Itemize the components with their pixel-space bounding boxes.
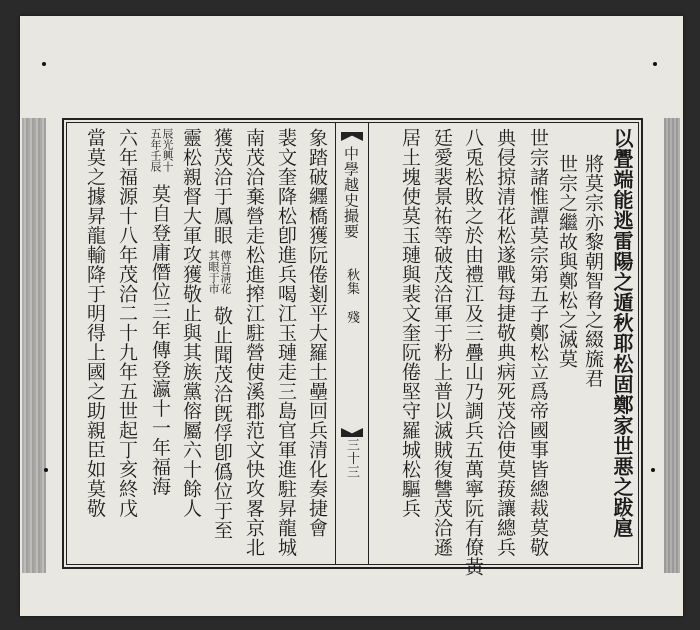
text-column: 世宗之繼故與鄭松之滅莫 <box>556 154 578 369</box>
text-column: 當莫之據昇龍輸降于明得上國之助親臣如莫敬 <box>84 128 106 518</box>
text-column: 廷愛裴景祐等破茂洽軍于粉上普以滅賊復讐茂洽遜 <box>431 128 453 557</box>
text-column: 南茂洽棄營走松進搾江駐營使溪郡范文快攻畧京北 <box>243 128 265 557</box>
text-column: 裴文奎降松卽進兵喝江玉璉走三島官軍進駐昇龍城 <box>275 128 297 557</box>
ink-bleed-right <box>664 118 680 573</box>
interlinear-note: 五年壬辰 <box>149 128 162 172</box>
binding-hole <box>651 468 655 472</box>
text-column: 獲茂洽于鳳眼 <box>211 128 233 245</box>
text-column: 莫自登庸僭位三年傳登瀛十一年福海 <box>149 184 171 496</box>
text-column: 敬止聞茂洽旣俘卽僞位于至 <box>211 306 233 540</box>
text-column: 將莫宗亦黎朝智脅之綴旒君 <box>582 154 604 388</box>
interlinear-note: 其眼于市 <box>207 250 220 294</box>
text-column: 八兎松敗之於由禮江及三疊山乃調兵五萬寧阮有僚黃 <box>462 128 484 577</box>
text-column: 象踏破纒橋獲阮倦剗平大羅土壘回兵清化奏捷會 <box>306 128 328 538</box>
ink-bleed-left <box>22 118 46 573</box>
text-column: 六年福源十八年茂洽二十九年五世起丁亥終戊 <box>116 128 138 518</box>
volume-label: 秋集 殘 <box>344 268 359 324</box>
page-number: 三十三 <box>344 438 359 479</box>
binding-hole <box>653 62 657 66</box>
binding-hole <box>44 468 48 472</box>
text-column: 世宗諸惟譚莫宗第五子鄭松立爲帝國事皆總裁莫敬 <box>527 128 549 557</box>
text-column: 靈松親督大軍攻獲敬止與其族黨傛屬六十餘人 <box>180 128 202 518</box>
header-line: 以舋端能逃雷陽之遁秋耶松固鄭家世悪之跋扈 <box>610 128 634 538</box>
text-column: 典侵掠清花松遂戰每捷敬典病死茂洽使莫菝讓總兵 <box>494 128 516 557</box>
interlinear-note: 傳首淸花 <box>219 250 232 294</box>
text-column: 居土塊使莫玉璉與裴文奎阮倦堅守羅城松驅兵 <box>399 128 421 518</box>
running-title: 中學越史撮要 <box>342 146 360 239</box>
binding-hole <box>42 62 46 66</box>
interlinear-note: 辰光興十 <box>161 128 174 172</box>
